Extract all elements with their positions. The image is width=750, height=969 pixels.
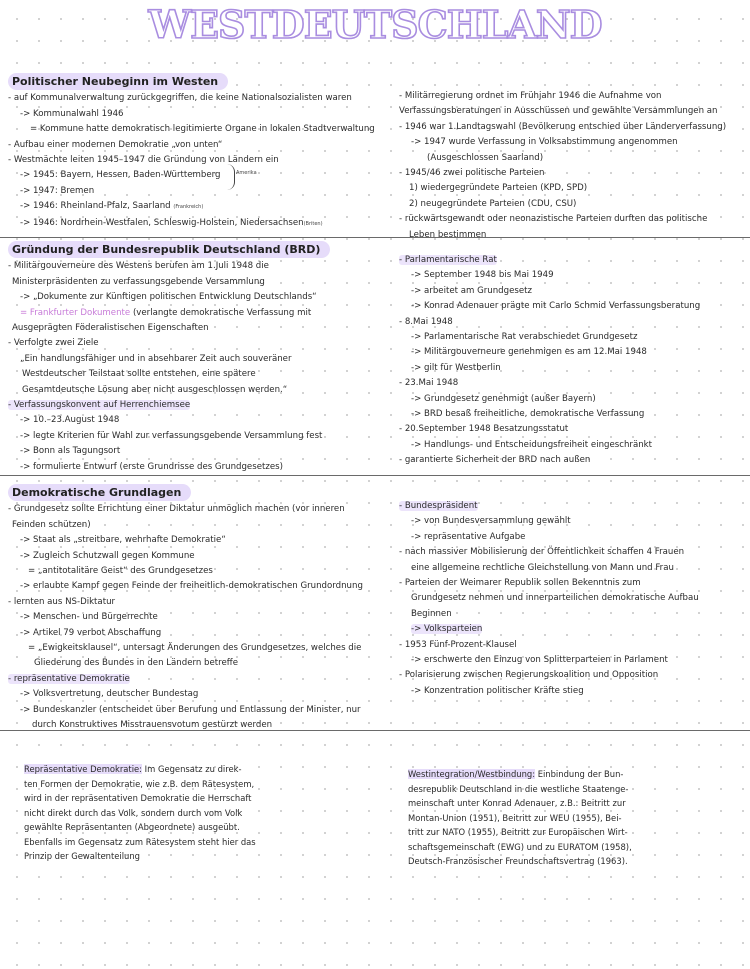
definition-text: tritt zur NATO (1955), Beitritt zur Europäischen Wirt- <box>408 827 628 837</box>
note-line: 1) wiedergegründete Parteien (KPD, SPD) <box>409 183 588 194</box>
note-line: - nach massiver Mobilisierung der Öffentlichkeit schaffen 4 Frauen <box>399 547 685 558</box>
definition-text: wird in der repräsentativen Demokratie die Herrschaft <box>24 793 252 803</box>
definition-text: gewählte Repräsentanten (Abgeordnete) ausgeübt. <box>24 822 240 832</box>
section-demokratische-grundlagen-right <box>399 499 699 699</box>
note-line: Beginnen <box>411 608 452 619</box>
note-line: -> BRD besaß freiheitliche, demokratische Verfassung <box>411 409 645 420</box>
definition-text: Im Gegensatz zu direk- <box>142 764 242 774</box>
note-line: Leben bestimmen <box>409 229 487 240</box>
note-line: - 8.Mai 1948 <box>399 316 453 327</box>
note-line: - auf Kommunalverwaltung zurückgegriffen, die keine Nationalsozialisten waren <box>8 93 352 104</box>
section-politischer-neubeginn <box>8 73 375 232</box>
note-line: -> 10.–23.August 1948 <box>20 415 120 426</box>
note-line: Ministerpräsidenten zu verfassungsgebende Versammlung <box>12 276 265 287</box>
note-line: = Kommune hatte demokratisch legitimierte Organe in lokalen Stadtverwaltung <box>30 124 375 135</box>
note-line: -> 1946: Rheinland-Pfalz, Saarland <box>20 201 171 212</box>
highlighted-term: = Frankfurter Dokumente <box>20 307 131 318</box>
note-line: -> legte Kriterien für Wahl zur verfassungsgebende Versammlung fest <box>20 430 323 441</box>
note-line: Verfassungsberatungen in Ausschüssen und gewählte Versammlungen an <box>399 106 718 117</box>
note-line: Gliederung des Bundes in den Ländern betreffe <box>34 658 239 669</box>
note-line: -> Zugleich Schutzwall gegen Kommune <box>20 550 195 561</box>
note-line: -> gilt für Westberlin <box>411 362 501 373</box>
note-line: - Militärregierung ordnet im Frühjahr 1946 die Aufnahme von <box>399 91 662 101</box>
note-line: durch Konstruktives Misstrauensvotum gestürzt werden <box>32 720 273 731</box>
definition-text: Prinzip der Gewaltenteilung <box>24 851 140 861</box>
note-line: „Ein handlungsfähiger und in absehbarer Zeit auch souveräner <box>20 353 292 364</box>
page-title: WESTDEUTSCHLAND <box>148 2 602 47</box>
brace-bracket <box>226 164 235 190</box>
note-line: -> erlaubte Kampf gegen Feinde der freiheitlich-demokratischen Grundordnung <box>20 581 363 592</box>
note-line: - 1953 Fünf-Prozent-Klausel <box>399 639 517 650</box>
highlighted-term: - repräsentative Demokratie <box>8 673 130 684</box>
note-line: - Grundgesetz sollte Errichtung einer Diktatur unmöglich machen (vor inneren <box>8 504 345 515</box>
note-line: - Militärgouverneure des Westens berufen am 1.Juli 1948 die <box>8 261 269 272</box>
definition-term: Repräsentative Demokratie: <box>24 764 143 774</box>
highlighted-term: - Parlamentarische Rat <box>399 255 497 265</box>
definition-term: Westintegration/Westbindung: <box>408 769 536 779</box>
note-line: -> Staat als „streitbare, wehrhafte Demokratie“ <box>20 535 226 546</box>
note-line: -> September 1948 bis Mai 1949 <box>411 270 554 281</box>
note-line: Grundgesetz nehmen und innerparteilichen demokratische Aufbau <box>411 593 699 604</box>
definition-text: Montan-Union (1951), Beitritt zur WEU (1955), Bei- <box>408 812 622 823</box>
note-line: -> 1947 wurde Verfassung in Volksabstimmung angenommen <box>411 137 678 148</box>
note-line: -> Kommunalwahl 1946 <box>20 108 124 119</box>
note-line: (Ausgeschlossen Saarland) <box>427 152 544 163</box>
annotation-amerika: Amerika <box>236 170 257 176</box>
definition-text: Einbindung der Bun- <box>535 769 624 779</box>
note-line: Ausgeprägten Föderalistischen Eigenschaften <box>12 323 209 334</box>
section-demokratische-grundlagen <box>8 484 363 734</box>
note-line: - Verfolgte zwei Ziele <box>8 338 99 349</box>
section-divider <box>0 475 750 476</box>
note-line: Gesamtdeutsche Lösung aber nicht ausgeschlossen werden.“ <box>22 384 288 395</box>
annotation-frankreich: (Frankreich) <box>173 204 204 211</box>
definition-westintegration <box>408 767 632 869</box>
note-line: - rückwärtsgewandt oder neonazistische Parteien durften das politische <box>399 214 708 225</box>
note-line: (verlangte demokratische Verfassung mit <box>132 307 312 318</box>
highlighted-term: - Verfassungskonvent auf Herrenchiemsee <box>8 400 191 411</box>
definition-repraesentative-demokratie <box>24 762 256 864</box>
note-line: = „antitotalitäre Geist“ des Grundgesetzes <box>28 566 213 577</box>
note-line: eine allgemeine rechtliche Gleichstellung von Mann und Frau <box>411 562 674 573</box>
note-line: -> 1946: Nordrhein-Westfalen, Schleswig-Holstein, Niedersachsen <box>20 217 304 228</box>
section-heading: Politischer Neubeginn im Westen <box>8 73 228 90</box>
note-line: -> Militärgouverneure genehmigen es am 12.Mai 1948 <box>411 347 647 358</box>
note-line: -> 1947: Bremen <box>20 185 95 196</box>
note-line: -> Konrad Adenauer prägte mit Carlo Schmid Verfassungsberatung <box>411 301 701 312</box>
definition-text: Deutsch-Französischer Freundschaftsvertrag (1963). <box>408 856 628 866</box>
definition-text: Ebenfalls im Gegensatz zum Rätesystem steht hier das <box>24 836 256 847</box>
note-line: Feinden schützen) <box>12 519 91 530</box>
note-line: - Westmächte leiten 1945–1947 die Gründung von Ländern ein <box>8 155 279 166</box>
note-line: -> Volksvertretung, deutscher Bundestag <box>20 689 199 700</box>
note-line: -> Parlamentarische Rat verabschiedet Grundgesetz <box>411 332 638 343</box>
note-line: - Parteien der Weimarer Republik sollen Bekenntnis zum <box>399 578 641 589</box>
note-line: Westdeutscher Teilstaat sollte entstehen, eine spätere <box>22 369 256 380</box>
note-line: - 20.September 1948 Besatzungsstatut <box>399 424 569 435</box>
note-line: 2) neugegründete Parteien (CDU, CSU) <box>409 198 577 209</box>
section-divider <box>0 730 750 731</box>
note-line: - lernten aus NS-Diktatur <box>8 596 116 607</box>
note-line: -> „Dokumente zur Künftigen politischen Entwicklung Deutschlands“ <box>20 292 317 303</box>
note-line: - 23.Mai 1948 <box>399 378 459 389</box>
note-line: -> Handlungs- und Entscheidungsfreiheit eingeschränkt <box>411 439 653 450</box>
section-divider <box>0 237 750 238</box>
definition-text: ten Formen der Demokratie, wie z.B. dem Rätesystem, <box>24 778 255 789</box>
section-gruendung-brd-right <box>399 253 700 469</box>
highlighted-term: - Bundespräsident <box>399 501 478 511</box>
definition-text: schaftsgemeinschaft (EWG) und zu EURATOM (1958), <box>408 841 632 852</box>
note-line: = „Ewigkeitsklausel“, untersagt Änderungen des Grundgesetzes, welches die <box>28 643 362 654</box>
definition-text: desrepublik Deutschland in die westliche Staatenge- <box>408 783 629 794</box>
note-line: - 1946 war 1.Landtagswahl (Bevölkerung entschied über Länderverfassung) <box>399 121 727 132</box>
note-line: -> Bundeskanzler (entscheidet über Berufung und Entlassung der Minister, nur <box>20 704 361 715</box>
note-line: -> Bonn als Tagungsort <box>20 446 121 457</box>
note-line: -> Grundgesetz genehmigt (außer Bayern) <box>411 393 596 404</box>
definition-text: meinschaft unter Konrad Adenauer, z.B.: Beitritt zur <box>408 798 626 808</box>
note-line: -> Konzentration politischer Kräfte stieg <box>411 685 584 696</box>
note-line: - Polarisierung zwischen Regierungskoalition und Opposition <box>399 670 659 681</box>
section-politischer-neubeginn-right <box>399 89 726 243</box>
note-line: -> erschwerte den Einzug von Splitterparteien in Parlament <box>411 655 668 666</box>
definition-text: nicht direkt durch das Volk, sondern durch vom Volk <box>24 807 243 818</box>
note-line: -> 1945: Bayern, Hessen, Baden-Württemberg <box>20 170 221 181</box>
note-line: -> formulierte Entwurf (erste Grundrisse des Grundgesetzes) <box>20 461 283 472</box>
note-line: -> Menschen- und Bürgerrechte <box>20 612 158 623</box>
section-heading: Demokratische Grundlagen <box>8 484 191 501</box>
note-line: -> arbeitet am Grundgesetz <box>411 285 533 296</box>
note-line: -> von Bundesversammlung gewählt <box>411 516 571 527</box>
note-line: - Aufbau einer modernen Demokratie „von unten“ <box>8 139 223 150</box>
note-line: - 1945/46 zwei politische Parteien <box>399 168 545 179</box>
note-line: -> repräsentative Aufgabe <box>411 531 526 542</box>
annotation-briten: (Briten) <box>303 220 323 227</box>
note-line: -> Artikel 79 verbot Abschaffung <box>20 627 162 638</box>
section-gruendung-brd <box>8 241 330 475</box>
highlighted-term: -> Volksparteien <box>411 624 483 635</box>
section-heading: Gründung der Bundesrepublik Deutschland (BRD) <box>8 241 330 258</box>
note-line: - garantierte Sicherheit der BRD nach außen <box>399 455 591 466</box>
